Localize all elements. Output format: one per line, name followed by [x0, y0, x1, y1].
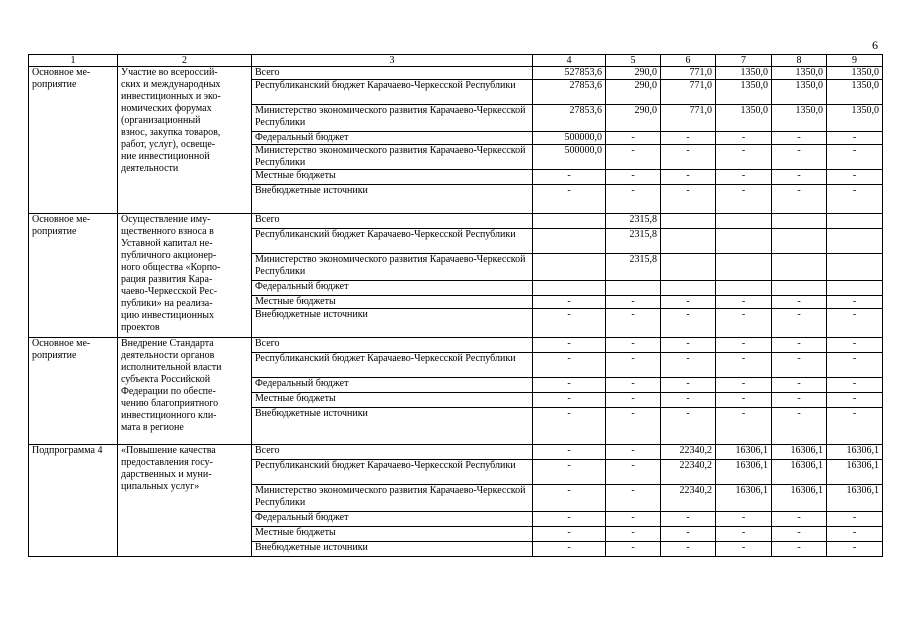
value-cell: - — [716, 132, 772, 145]
activity-type-cell: Подпрограмма 4 — [29, 445, 118, 557]
header-cell: 2 — [118, 55, 252, 67]
activity-type-cell: Основное ме- роприятие — [29, 67, 118, 214]
value-cell — [827, 229, 883, 254]
activity-type-cell: Основное ме- роприятие — [29, 214, 118, 338]
value-cell: - — [661, 408, 716, 445]
header-row — [29, 55, 883, 67]
value-cell: - — [606, 145, 661, 170]
value-cell: - — [661, 145, 716, 170]
funding-source-cell: Всего — [252, 67, 533, 80]
activity-type-cell: Основное ме- роприятие — [29, 338, 118, 445]
funding-source-cell: Республиканский бюджет Карачаево-Черкесской Республики — [252, 80, 533, 105]
value-cell: 1350,0 — [716, 67, 772, 80]
funding-source-cell: Всего — [252, 445, 533, 460]
value-cell: - — [533, 353, 606, 378]
value-cell: 2315,8 — [606, 214, 661, 229]
value-cell: - — [772, 542, 827, 557]
value-cell: - — [606, 460, 661, 485]
value-cell: - — [716, 378, 772, 393]
value-cell: - — [827, 378, 883, 393]
value-cell: - — [533, 445, 606, 460]
value-cell: - — [716, 296, 772, 309]
funding-source-cell: Министерство экономического развития Карачаево-Черкесской Республики — [252, 105, 533, 132]
value-cell: 16306,1 — [827, 485, 883, 512]
value-cell: - — [772, 170, 827, 185]
value-cell: - — [827, 408, 883, 445]
value-cell — [533, 281, 606, 296]
funding-source-cell: Внебюджетные источники — [252, 408, 533, 445]
value-cell: - — [827, 145, 883, 170]
funding-source-cell: Федеральный бюджет — [252, 512, 533, 527]
value-cell: 16306,1 — [716, 460, 772, 485]
value-cell: - — [606, 309, 661, 338]
table-row — [29, 338, 883, 353]
value-cell: 2315,8 — [606, 254, 661, 281]
table-row — [29, 67, 883, 80]
header-cell: 8 — [772, 55, 827, 67]
value-cell: 16306,1 — [772, 485, 827, 512]
value-cell: - — [661, 393, 716, 408]
funding-source-cell: Республиканский бюджет Карачаево-Черкесской Республики — [252, 353, 533, 378]
value-cell: - — [533, 309, 606, 338]
value-cell: 1350,0 — [827, 67, 883, 80]
value-cell: - — [827, 185, 883, 214]
value-cell — [716, 214, 772, 229]
value-cell: 1350,0 — [772, 80, 827, 105]
value-cell — [772, 281, 827, 296]
header-cell: 5 — [606, 55, 661, 67]
value-cell: 16306,1 — [772, 445, 827, 460]
value-cell — [827, 214, 883, 229]
value-cell: - — [661, 309, 716, 338]
value-cell: 1350,0 — [772, 67, 827, 80]
funding-source-cell: Республиканский бюджет Карачаево-Черкесской Республики — [252, 229, 533, 254]
value-cell: - — [716, 512, 772, 527]
value-cell: 500000,0 — [533, 132, 606, 145]
value-cell: - — [661, 296, 716, 309]
table-row — [29, 445, 883, 460]
value-cell — [533, 229, 606, 254]
value-cell: - — [606, 132, 661, 145]
value-cell: 27853,6 — [533, 105, 606, 132]
header-cell: 4 — [533, 55, 606, 67]
value-cell: - — [533, 485, 606, 512]
value-cell: - — [606, 378, 661, 393]
value-cell: 290,0 — [606, 105, 661, 132]
value-cell: 500000,0 — [533, 145, 606, 170]
value-cell: 290,0 — [606, 80, 661, 105]
value-cell: - — [661, 527, 716, 542]
value-cell: 16306,1 — [827, 445, 883, 460]
funding-source-cell: Всего — [252, 214, 533, 229]
value-cell: - — [661, 170, 716, 185]
value-cell: 16306,1 — [716, 485, 772, 512]
value-cell: - — [716, 338, 772, 353]
value-cell: 2315,8 — [606, 229, 661, 254]
value-cell: - — [533, 170, 606, 185]
value-cell: - — [772, 309, 827, 338]
funding-source-cell: Местные бюджеты — [252, 170, 533, 185]
funding-source-cell: Всего — [252, 338, 533, 353]
value-cell: - — [827, 338, 883, 353]
value-cell — [661, 229, 716, 254]
value-cell: - — [772, 378, 827, 393]
value-cell: - — [716, 542, 772, 557]
value-cell: 16306,1 — [772, 460, 827, 485]
value-cell: - — [827, 170, 883, 185]
value-cell: - — [772, 408, 827, 445]
value-cell: - — [716, 393, 772, 408]
value-cell: 771,0 — [661, 105, 716, 132]
value-cell: - — [533, 527, 606, 542]
value-cell: - — [827, 542, 883, 557]
value-cell: - — [661, 185, 716, 214]
value-cell — [827, 254, 883, 281]
value-cell — [533, 214, 606, 229]
value-cell: - — [772, 527, 827, 542]
value-cell: - — [533, 512, 606, 527]
value-cell: - — [606, 338, 661, 353]
value-cell: 16306,1 — [716, 445, 772, 460]
value-cell: - — [533, 393, 606, 408]
value-cell: - — [606, 485, 661, 512]
value-cell: 27853,6 — [533, 80, 606, 105]
value-cell — [716, 229, 772, 254]
value-cell: - — [606, 445, 661, 460]
activity-name-cell: «Повышение качества предоставления госу- дарственных и муни- ципальных услуг» — [118, 445, 252, 557]
value-cell: - — [661, 132, 716, 145]
activity-name-cell: Участие во всероссий- ских и международных инвестиционных и эко- номических форумах (организационный взнос, закупка товаров, работ, услуг), освеще- ние инвестиционной деятельности — [118, 67, 252, 214]
value-cell: 1350,0 — [716, 80, 772, 105]
value-cell — [827, 281, 883, 296]
value-cell: - — [716, 408, 772, 445]
value-cell: - — [661, 338, 716, 353]
value-cell: - — [661, 378, 716, 393]
funding-source-cell: Местные бюджеты — [252, 527, 533, 542]
funding-source-cell: Местные бюджеты — [252, 393, 533, 408]
value-cell: - — [772, 145, 827, 170]
value-cell: - — [533, 185, 606, 214]
value-cell — [661, 254, 716, 281]
funding-source-cell: Внебюджетные источники — [252, 542, 533, 557]
value-cell — [716, 281, 772, 296]
value-cell: 1350,0 — [772, 105, 827, 132]
value-cell: - — [772, 353, 827, 378]
value-cell: - — [772, 393, 827, 408]
value-cell: - — [606, 170, 661, 185]
funding-source-cell: Местные бюджеты — [252, 296, 533, 309]
value-cell: 771,0 — [661, 80, 716, 105]
value-cell: - — [533, 460, 606, 485]
value-cell: - — [772, 296, 827, 309]
value-cell: - — [606, 408, 661, 445]
value-cell: - — [716, 309, 772, 338]
value-cell: 22340,2 — [661, 485, 716, 512]
value-cell — [772, 214, 827, 229]
value-cell: 1350,0 — [827, 105, 883, 132]
budget-table — [28, 54, 883, 557]
value-cell: - — [606, 393, 661, 408]
table-row — [29, 214, 883, 229]
value-cell: 16306,1 — [827, 460, 883, 485]
value-cell: 22340,2 — [661, 460, 716, 485]
activity-name-cell: Внедрение Стандарта деятельности органов исполнительной власти субъекта Российской Федерации по обеспе- чению благоприятного инвестиционного кли- мата в регионе — [118, 338, 252, 445]
value-cell: - — [533, 542, 606, 557]
value-cell: - — [772, 338, 827, 353]
value-cell: - — [606, 542, 661, 557]
funding-source-cell: Республиканский бюджет Карачаево-Черкесской Республики — [252, 460, 533, 485]
value-cell — [716, 254, 772, 281]
value-cell: - — [716, 185, 772, 214]
value-cell — [533, 254, 606, 281]
value-cell: 771,0 — [661, 67, 716, 80]
value-cell: - — [772, 132, 827, 145]
value-cell: - — [827, 512, 883, 527]
value-cell: - — [606, 296, 661, 309]
value-cell: - — [716, 527, 772, 542]
funding-source-cell: Федеральный бюджет — [252, 378, 533, 393]
value-cell: - — [716, 145, 772, 170]
header-cell: 3 — [252, 55, 533, 67]
value-cell: - — [772, 512, 827, 527]
value-cell: 1350,0 — [716, 105, 772, 132]
value-cell: - — [606, 185, 661, 214]
value-cell: 290,0 — [606, 67, 661, 80]
value-cell: - — [533, 408, 606, 445]
funding-source-cell: Внебюджетные источники — [252, 185, 533, 214]
value-cell: - — [533, 296, 606, 309]
value-cell: - — [827, 296, 883, 309]
header-cell: 6 — [661, 55, 716, 67]
value-cell: - — [661, 353, 716, 378]
value-cell: - — [606, 527, 661, 542]
value-cell — [661, 214, 716, 229]
value-cell — [661, 281, 716, 296]
value-cell — [772, 254, 827, 281]
value-cell: - — [716, 353, 772, 378]
header-cell: 9 — [827, 55, 883, 67]
activity-name-cell: Осуществление иму- щественного взноса в Уставной капитал не- публичного акционер- ного общества «Корпо- рация развития Кара- чаево-Черкесской Рес- публики» на реализа- цию инвестиционных проектов — [118, 214, 252, 338]
value-cell: - — [533, 378, 606, 393]
funding-source-cell: Министерство экономического развития Карачаево-Черкесской Республики — [252, 254, 533, 281]
value-cell: - — [606, 353, 661, 378]
funding-source-cell: Федеральный бюджет — [252, 281, 533, 296]
value-cell: - — [827, 353, 883, 378]
value-cell: 1350,0 — [827, 80, 883, 105]
funding-source-cell: Внебюджетные источники — [252, 309, 533, 338]
page-number: 6 — [872, 38, 878, 52]
value-cell: - — [716, 170, 772, 185]
funding-source-cell: Федеральный бюджет — [252, 132, 533, 145]
value-cell: - — [827, 132, 883, 145]
value-cell — [772, 229, 827, 254]
value-cell: - — [772, 185, 827, 214]
header-cell: 7 — [716, 55, 772, 67]
value-cell: 527853,6 — [533, 67, 606, 80]
value-cell: - — [661, 542, 716, 557]
value-cell: - — [533, 338, 606, 353]
value-cell: - — [827, 527, 883, 542]
header-cell: 1 — [29, 55, 118, 67]
value-cell: - — [827, 309, 883, 338]
value-cell: - — [606, 512, 661, 527]
funding-source-cell: Министерство экономического развития Карачаево-Черкесской Республики — [252, 145, 533, 170]
value-cell: 22340,2 — [661, 445, 716, 460]
value-cell: - — [661, 512, 716, 527]
value-cell — [606, 281, 661, 296]
value-cell: - — [827, 393, 883, 408]
funding-source-cell: Министерство экономического развития Карачаево-Черкесской Республики — [252, 485, 533, 512]
